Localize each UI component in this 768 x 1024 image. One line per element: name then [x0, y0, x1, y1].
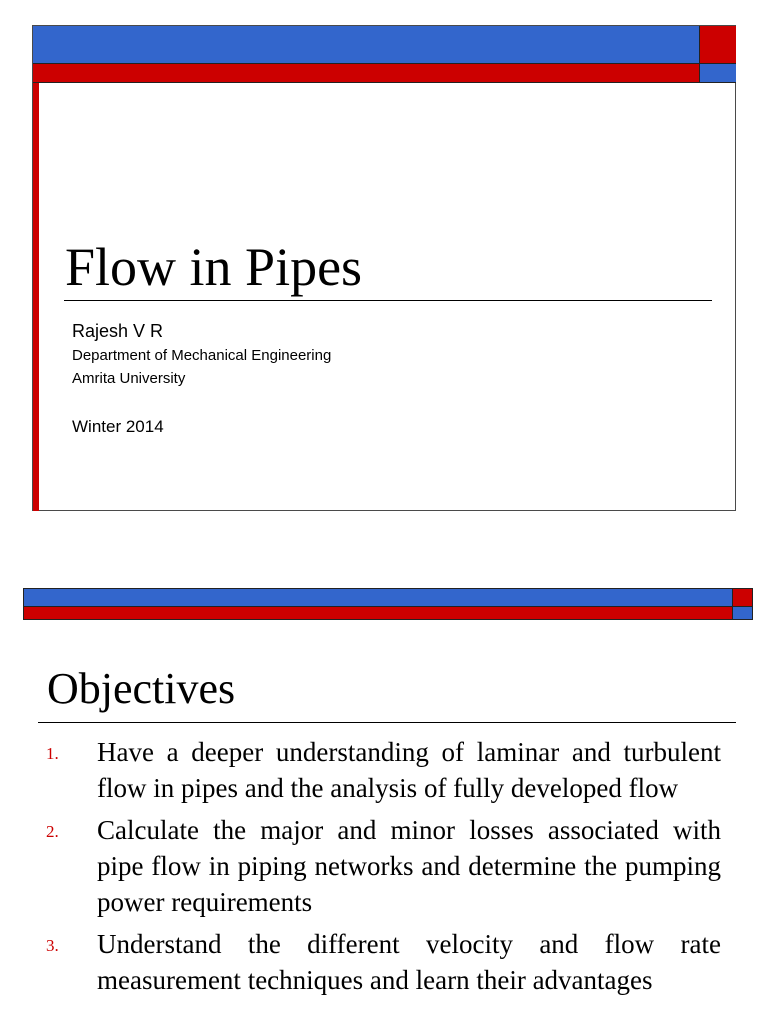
list-item-number: 3. [46, 936, 59, 955]
header-blue-square [733, 607, 753, 620]
title-slide [32, 25, 736, 511]
header-blue-bar [33, 26, 699, 64]
list-item [23, 926, 768, 998]
presentation-date: Winter 2014 [72, 417, 164, 436]
header-red-square [733, 588, 753, 607]
header-red-bar [23, 607, 733, 620]
list-item [23, 734, 768, 806]
list-item-number: 1. [46, 744, 59, 763]
header-red-square [699, 26, 736, 64]
title-underline [64, 300, 712, 301]
header-blue-square [699, 64, 736, 83]
objectives-slide [23, 588, 768, 1024]
list-item-text: Have a deeper understanding of laminar and turbulent flow in pipes and the analysis of fully developed flow [97, 737, 721, 803]
author-department: Department of Mechanical Engineering [72, 347, 332, 364]
list-item-number: 2. [46, 822, 59, 841]
title-underline [38, 722, 736, 723]
author-university: Amrita University [72, 370, 186, 387]
header-blue-bar [23, 588, 733, 607]
author-name: Rajesh V R [72, 321, 164, 341]
left-red-stripe [33, 83, 39, 511]
list-item [23, 812, 768, 920]
slide-title: Objectives [47, 664, 236, 713]
slide-title: Flow in Pipes [65, 237, 363, 297]
list-item-text: Calculate the major and minor losses associated with pipe flow in piping networks and determine the pumping power requirements [97, 815, 721, 917]
list-item-text: Understand the different velocity and flow rate measurement techniques and learn their advantages [97, 929, 721, 995]
header-red-bar [33, 64, 699, 83]
objectives-list [23, 734, 768, 1004]
